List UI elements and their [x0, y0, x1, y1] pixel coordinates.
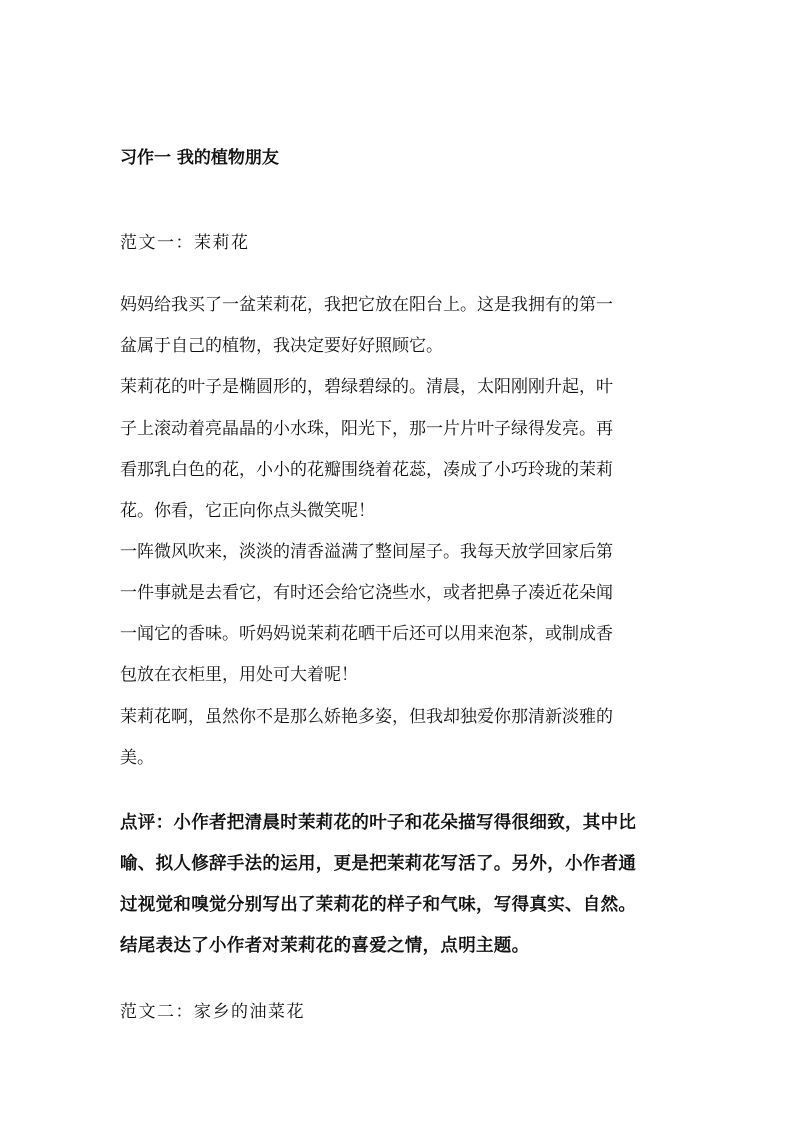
body-line: 一件事就是去看它，有时还会给它浇些水，或者把鼻子凑近花朵闻	[120, 583, 613, 603]
body-line: 看那乳白色的花，小小的花瓣围绕着花蕊，凑成了小巧玲珑的茉莉	[120, 460, 613, 480]
section-heading-1: 范文一：茉莉花	[120, 233, 250, 253]
comment-line: 结尾表达了小作者对茉莉花的喜爱之情，点明主题。	[120, 936, 530, 956]
comment-line: 喻、拟人修辞手法的运用，更是把茉莉花写活了。另外，小作者通	[120, 854, 637, 874]
body-line: 包放在衣柜里，用处可大着呢！	[120, 665, 358, 685]
body-line: 一闻它的香味。听妈妈说茉莉花晒干后还可以用来泡茶，或制成香	[120, 624, 613, 644]
section-heading-2: 范文二：家乡的油菜花	[120, 1002, 305, 1022]
body-line: 子上滚动着亮晶晶的小水珠，阳光下，那一片片叶子绿得发亮。再	[120, 419, 613, 439]
body-line: 美。	[120, 748, 154, 768]
body-line: 茉莉花的叶子是椭圆形的，碧绿碧绿的。清晨，太阳刚刚升起，叶	[120, 377, 613, 397]
document-title: 习作一 我的植物朋友	[120, 148, 279, 168]
body-line: 盆属于自己的植物，我决定要好好照顾它。	[120, 336, 443, 356]
comment-line: 点评：小作者把清晨时茉莉花的叶子和花朵描写得很细致，其中比	[120, 813, 637, 833]
body-line: 妈妈给我买了一盆茉莉花，我把它放在阳台上。这是我拥有的第一	[120, 295, 613, 315]
body-line: 茉莉花啊，虽然你不是那么娇艳多姿，但我却独爱你那清新淡雅的	[120, 707, 613, 727]
comment-line: 过视觉和嗅觉分别写出了茉莉花的样子和气味，写得真实、自然。	[120, 895, 637, 915]
body-line: 一阵微风吹来，淡淡的清香溢满了整间屋子。我每天放学回家后第	[120, 542, 613, 562]
body-line: 花。你看，它正向你点头微笑呢！	[120, 501, 375, 521]
